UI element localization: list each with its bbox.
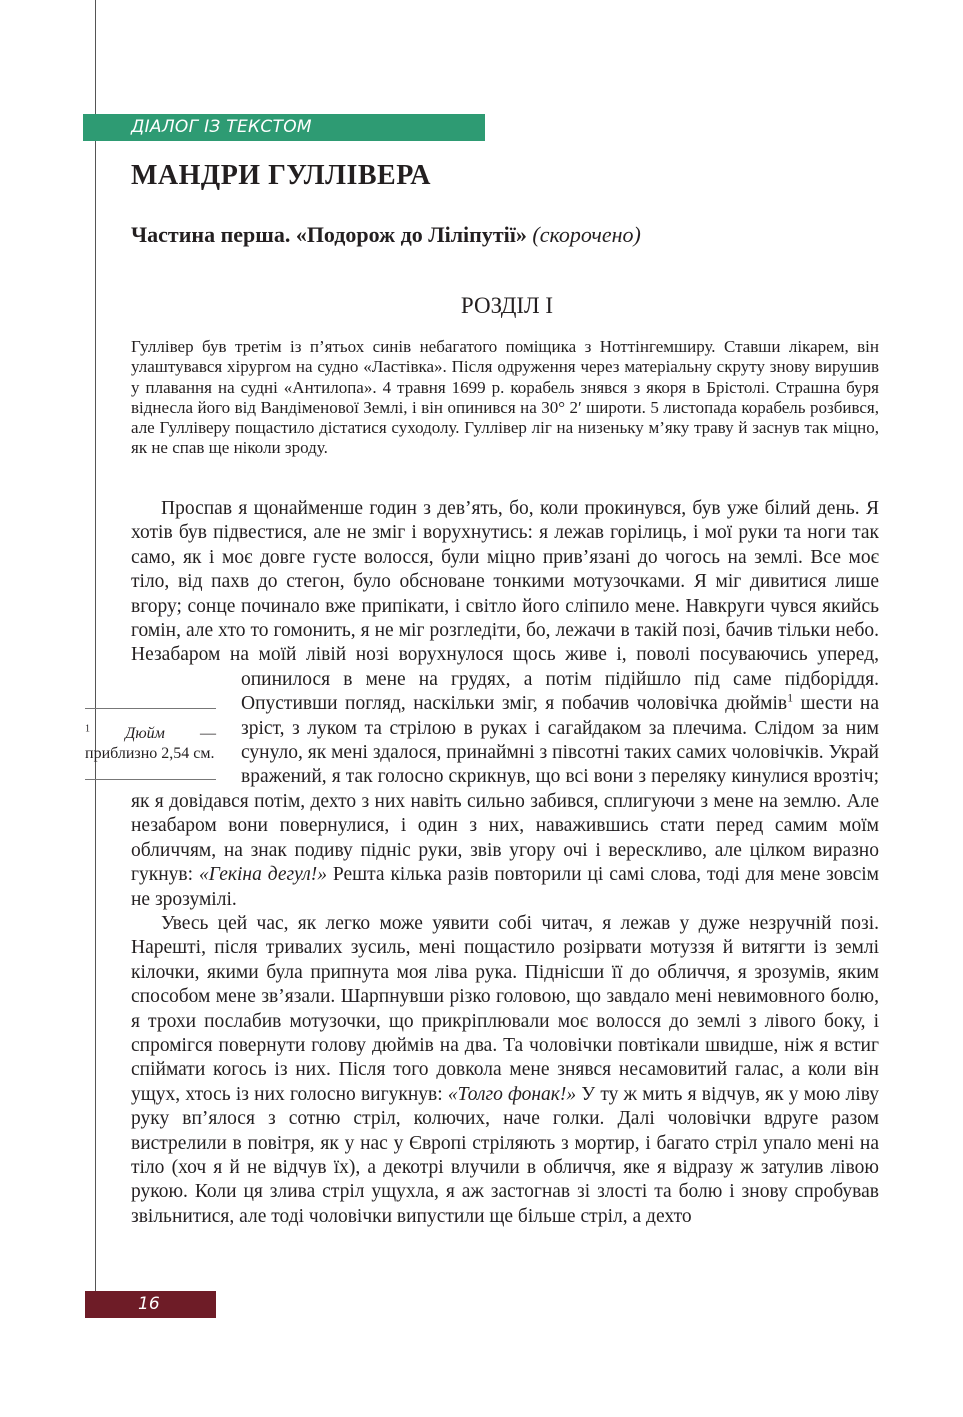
paragraph-2-part-a: Увесь цей час, як легко може уявити собі читач, я лежав у дуже незручній позі. Нарешті, після тривалих зусиль, мені пощастило розірвати мотуззя й витягти із землі кілочки, якими була припнута моя ліва рука. Піднісши її до обличчя, я зрозумів, яким способом мене зв’язали. Шарпнувши різко головою, що завдало мені невимовного болю, я трохи послабив мотузочки, що прикріплювали моє волосся до землі з лівого боку, і спромігся повернути голову дюймів на два. Та чоловічки повтікали швидше, ніж я встиг спіймати когось із них. Після того довкола мене знявся несамовитий галас, а коли він ущух, хтось із них голосно вигукнув: [131, 912, 879, 1105]
footnote-ref: 1 [787, 690, 794, 705]
footnote [85, 724, 216, 764]
page-number: 16 [85, 1291, 216, 1318]
footnote-rule-bottom [85, 779, 216, 780]
chapter-heading: РОЗДІЛ І [460, 293, 554, 318]
section-label: ДІАЛОГ ІЗ ТЕКСТОМ [83, 114, 485, 141]
footnote-text: — приблизно 2,54 см. [85, 725, 217, 762]
page-title: МАНДРИ ГУЛЛІВЕРА [131, 160, 431, 191]
paragraph-1-part-b: шести на зріст, з луком та стрілою в руках і сагайдаком за плечима. Слідом за ним сунуло, як мені здалося, принаймні з півсотні таких самих чоловічків. Украй вражений, я так голосно скрикнув, що всі вони з переляку кинулися врозтіч; як я довідався потім, дехто з них навіть сильно забився, сплигуючи з мене на землю. Але незабаром вони повернулися, і один з них, наважившись стати перед самим моїм обличчям, на знак подиву підніс руки, звів угору очі і верескливо, але цілком виразно гукнув: [131, 693, 880, 886]
footnote-mark: 1 [85, 723, 90, 735]
paragraph-1 [131, 497, 879, 912]
subtitle-note: (скорочено) [532, 222, 641, 247]
exclamation-2: «Толго фонак!» [447, 1083, 577, 1105]
paragraph-2 [131, 912, 879, 1229]
paragraph-1-part-c: Решта кілька разів повторили ці самі слова, тоді для мене зовсім не зрозумілі. [131, 864, 879, 910]
footnote-rule-top [85, 708, 216, 709]
paragraph-1-part-a: Проспав я щонайменше годин з дев’ять, бо, коли прокинувся, був уже білий день. Я хотів був підвестися, але не зміг і ворухнутись: я лежав горілиць, і мої руки та ноги так само, як і моє довге густе волосся, були міцно прив’язані до чогось на землі. Все моє тіло, від пахв до стегон, було обсноване тонкими мотузочками. Я міг дивитися лише вгору; сонце починало вже припікати, і світло його сліпило мене. Навкруги чувся якийсь гомін, але хто то гомонить, я не міг розгледіти, бо, лежачи в такій позі, бачив тільки небо. Незабаром на моїй лівій нозі ворухнулося щось живе і, поволі посуваючись уперед, опинилося в мене на грудях, а потім підійшло під саме підборіддя. Опустивши погляд, наскільки зміг, я побачив чоловічка дюймів [131, 498, 879, 715]
margin-rule [95, 0, 96, 1318]
paragraph-2-part-b: У ту ж мить я відчув, як у мою ліву руку вп’ялося з сотню стріл, колючих, наче голки. Далі чоловічки вдруге разом вистрелили в повітря, як у нас у Європі стріляють з мортир, і багато стріл упало мені на тіло (хоч я й не відчув їх), а декотрі влучили в обличчя, яке я відразу ж затулив лівою рукою. Коли ця злива стріл ущухла, я аж застогнав зі злості та болю і знову спробував звільнитися, але тоді чоловічки випустили ще більше стріл, а дехто [131, 1083, 879, 1227]
main-text [131, 497, 879, 1229]
subtitle-main: Частина перша. «Подорож до Ліліпутії» [131, 222, 527, 247]
subtitle [131, 222, 641, 248]
footnote-term: Дюйм [125, 725, 165, 742]
summary-paragraph: Гуллівер був третім із п’ятьох синів небагатого поміщика з Ноттінгемширу. Ставши лікарем, він улаштувався хірургом на судно «Ластівка». Після одруження через матеріальну скруту знову вирушив у плавання на судні «Антилопа». 4 травня 1699 р. корабель знявся з якоря в Брістолі. Страшна буря віднесла його від Вандіменової Землі, і він опинився на 30° 2′ широти. 5 листопада корабель розбився, але Гулліверу пощастило дістатися суходолу. Гуллівер ліг на низеньку м’яку траву й заснув так міцно, як не спав ще ніколи зроду. [131, 337, 879, 458]
exclamation-1: «Гекіна дегул!» [198, 864, 327, 886]
